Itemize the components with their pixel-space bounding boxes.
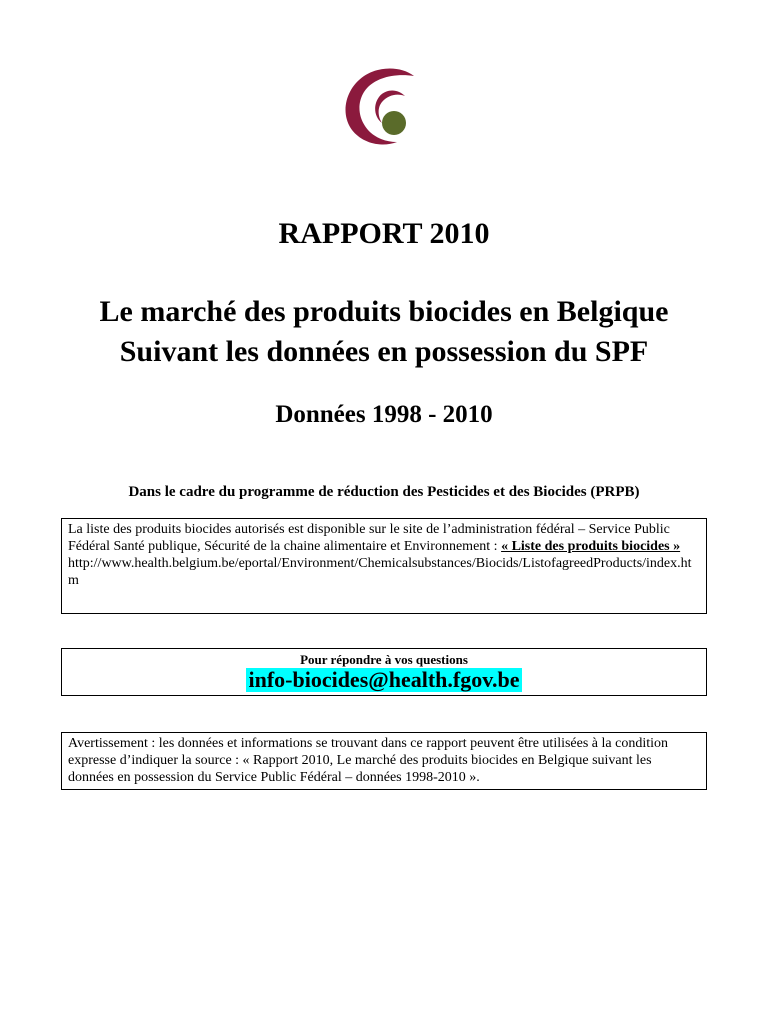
spf-logo: [335, 62, 425, 152]
report-subtitle-line-1: Le marché des produits biocides en Belgique: [99, 295, 669, 328]
contact-label: Pour répondre à vos questions: [300, 652, 468, 667]
logo-dot: [382, 111, 406, 135]
biocides-list-link[interactable]: « Liste des produits biocides »: [501, 539, 681, 554]
programme-statement: Dans le cadre du programme de réduction des Pesticides et des Biocides (PRPB): [128, 484, 640, 500]
biocides-list-box: [61, 518, 707, 614]
report-title: RAPPORT 2010: [278, 217, 490, 250]
logo-swirl-shape: [346, 69, 414, 145]
biocides-list-url[interactable]: http://www.health.belgium.be/eportal/Environment/Chemicalsubstances/Biocids/ListofagreedProducts/index.htm: [68, 556, 692, 588]
report-subtitle-line-2: Suivant les données en possession du SPF: [119, 335, 649, 368]
data-range-heading: Données 1998 - 2010: [275, 401, 493, 428]
contact-box: [61, 648, 707, 696]
warning-box: [61, 732, 707, 790]
warning-text: Avertissement : les données et informations se trouvant dans ce rapport peuvent être utilisées à la condition expresse d’indiquer la source : « Rapport 2010, Le marché des produits biocides en Belgique suivant les données en possession du Service Public Fédéral – données 1998-2010 ».: [68, 736, 669, 785]
list-box-text: La liste des produits biocides autorisés est disponible sur le site de l’administration fédéral – Service Public Fédéral Santé publique, Sécurité de la chaine alimentaire et Environnement :: [68, 522, 670, 554]
contact-email-link[interactable]: info-biocides@health.fgov.be: [248, 667, 520, 692]
